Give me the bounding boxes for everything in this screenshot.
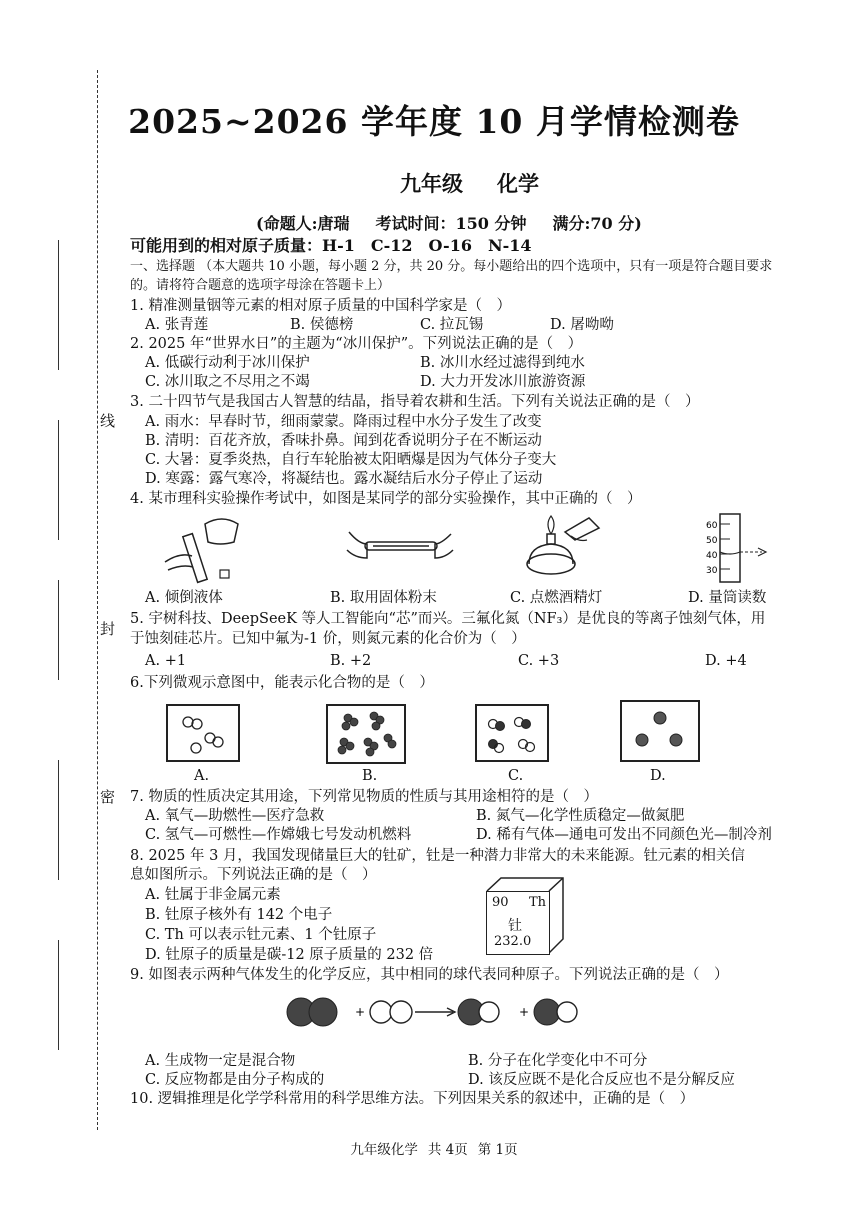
q4-stem: 4. 某市理科实验操作考试中，如图是某同学的部分实验操作，其中正确的（ ）: [130, 491, 642, 507]
element-atomic-mass: 232.0: [494, 934, 532, 949]
q5-option-d: D. +4: [705, 653, 747, 669]
q4-option-c: C. 点燃酒精灯: [510, 590, 603, 606]
q2-stem: 2. 2025 年“世界水日”的主题为“冰川保护”。下列说法正确的是（ ）: [130, 336, 583, 352]
exam-subtitle: [400, 168, 573, 198]
q2-option-d: D. 大力开发冰川旅游资源: [420, 374, 586, 390]
element-atomic-number: 90: [492, 895, 509, 910]
q9-plus-2: +: [519, 1005, 530, 1019]
q6-box-a: [166, 704, 240, 762]
q3-stem: 3. 二十四节气是我国古人智慧的结晶，指导着农耕和生活。下列有关说法正确的是（ ）: [130, 394, 700, 410]
q5-option-b: B. +2: [330, 653, 372, 669]
exam-title: 2025~2026 学年度 10 月学情检测卷: [128, 102, 740, 141]
q4-figure-b-solid-powder: [345, 522, 455, 572]
q3-option-d: D. 寒露：露气寒冷，将凝结也。露水凝结后水分子停止了运动: [145, 471, 543, 487]
q6-box-d: [620, 700, 700, 762]
q3-option-a: A. 雨水：早春时节，细雨蒙蒙。降雨过程中水分子发生了改变: [145, 414, 542, 430]
cyl-tick-50: 50: [706, 536, 718, 546]
meta-author: (命题人:唐瑞: [256, 214, 350, 233]
q4-option-d: D. 量筒读数: [688, 590, 767, 606]
q9-option-d: D. 该反应既不是化合反应也不是分解反应: [468, 1072, 735, 1088]
grade-label: 九年级: [400, 171, 463, 196]
q1-option-d: D. 屠呦呦: [550, 317, 614, 333]
q6-box-b: [326, 704, 406, 764]
q9-stem: 9. 如图表示两种气体发生的化学反应，其中相同的球代表同种原子。下列说法正确的是（ ）: [130, 967, 729, 983]
q4-option-a: A. 倾倒液体: [145, 590, 223, 606]
q2-option-a: A. 低碳行动利于冰川保护: [145, 355, 310, 371]
margin-blank-line-4: [58, 760, 59, 880]
margin-blank-line-2: [58, 420, 59, 540]
q7-option-b: B. 氮气—化学性质稳定—做氮肥: [476, 808, 685, 824]
page-footer: [0, 1138, 868, 1158]
q3-option-b: B. 清明：百花齐放，香味扑鼻。闻到花香说明分子在不断运动: [145, 433, 542, 449]
atomic-masses: 可能用到的相对原子质量：H-1 C-12 O-16 N-14: [130, 236, 532, 255]
q4-figure-c-alcohol-lamp: [515, 510, 605, 580]
element-name: 钍: [508, 918, 522, 934]
q8-stem-line-1: 8. 2025 年 3 月，我国发现储量巨大的钍矿，钍是一种潜力非常大的未来能源。钍元素的相关信: [130, 848, 745, 864]
meta-time: 考试时间：150 分钟: [375, 214, 527, 233]
q6-stem: 6.下列微观示意图中，能表示化合物的是（ ）: [130, 675, 434, 691]
footer-subject: 九年级化学: [350, 1142, 418, 1158]
cyl-tick-30: 30: [706, 566, 718, 576]
q5-option-c: C. +3: [518, 653, 560, 669]
q6-option-b: B.: [362, 768, 378, 784]
q5-stem-line-1: 5. 宇树科技、DeepSeeK 等人工智能向“芯”而兴。三氟化氮（NF₃）是优良的等离子蚀刻气体，用: [130, 611, 766, 627]
q9-plus-1: +: [355, 1005, 366, 1019]
q6-option-c: C.: [508, 768, 524, 784]
q9-option-b: B. 分子在化学变化中不可分: [468, 1053, 648, 1069]
q9-option-c: C. 反应物都是由分子构成的: [145, 1072, 325, 1088]
q6-option-a: A.: [194, 768, 210, 784]
element-symbol: Th: [529, 895, 547, 910]
q8-stem-line-2: 息如图所示。下列说法正确的是（ ）: [130, 867, 377, 883]
q7-option-d: D. 稀有气体—通电可发出不同颜色光—制冷剂: [476, 827, 772, 843]
q4-figure-d-graduated-cylinder: [700, 512, 772, 584]
q3-option-c: C. 大暑：夏季炎热，自行车轮胎被太阳晒爆是因为气体分子变大: [145, 452, 557, 468]
margin-blank-line-5: [58, 940, 59, 1050]
q7-option-c: C. 氢气—可燃性—作嫦娥七号发动机燃料: [145, 827, 412, 843]
q7-option-a: A. 氧气—助燃性—医疗急救: [145, 808, 325, 824]
section-heading-line-1: 一、选择题 （本大题共 10 小题，每小题 2 分，共 20 分。每小题给出的四个选项中，只有一项是符合题目要求: [130, 259, 773, 274]
q4-option-b: B. 取用固体粉末: [330, 590, 437, 606]
margin-char-mi: 密: [100, 788, 116, 806]
footer-pages: 共 4页: [427, 1142, 468, 1158]
q10-stem: 10. 逻辑推理是化学学科常用的科学思维方法。下列因果关系的叙述中，正确的是（ ）: [130, 1091, 695, 1107]
q9-reaction-diagram: [285, 990, 585, 1034]
meta-score: 满分:70 分): [552, 214, 642, 233]
q8-option-a: A. 钍属于非金属元素: [145, 887, 281, 903]
q1-option-c: C. 拉瓦锡: [420, 317, 484, 333]
q8-option-b: B. 钍原子核外有 142 个电子: [145, 907, 333, 923]
q5-stem-line-2: 于蚀刻硅芯片。已知中氟为-1 价，则氮元素的化合价为（ ）: [130, 631, 526, 647]
q5-option-a: A. +1: [145, 653, 187, 669]
thorium-element-card: [486, 877, 564, 955]
margin-char-xian: 线: [100, 412, 116, 430]
q6-option-d: D.: [650, 768, 666, 784]
exam-meta: [256, 211, 642, 234]
subject-label: 化学: [497, 171, 539, 196]
cyl-tick-40: 40: [706, 551, 718, 561]
q7-stem: 7. 物质的性质决定其用途，下列常见物质的性质与其用途相符的是（ ）: [130, 789, 598, 805]
q2-option-b: B. 冰川水经过滤得到纯水: [420, 355, 585, 371]
cyl-tick-60: 60: [706, 521, 718, 531]
q1-stem: 1. 精准测量铟等元素的相对原子质量的中国科学家是（ ）: [130, 298, 511, 314]
footer-page: 第 1页: [477, 1142, 518, 1158]
section-heading-line-2: 的。请将符合题意的选项字母涂在答题卡上）: [130, 278, 391, 293]
q9-option-a: A. 生成物一定是混合物: [145, 1053, 296, 1069]
q1-option-b: B. 侯德榜: [290, 317, 354, 333]
q1-option-a: A. 张青莲: [145, 317, 209, 333]
margin-char-feng: 封: [100, 620, 116, 638]
q8-option-d: D. 钍原子的质量是碳-12 原子质量的 232 倍: [145, 947, 434, 963]
margin-blank-line-3: [58, 580, 59, 680]
q2-option-c: C. 冰川取之不尽用之不竭: [145, 374, 310, 390]
q4-figure-a-pour-liquid: [160, 512, 260, 584]
binding-dashed-line: [97, 70, 98, 1130]
margin-blank-line-1: [58, 240, 59, 370]
q8-option-c: C. Th 可以表示钍元素、1 个钍原子: [145, 927, 377, 943]
q6-box-c: [475, 704, 549, 762]
